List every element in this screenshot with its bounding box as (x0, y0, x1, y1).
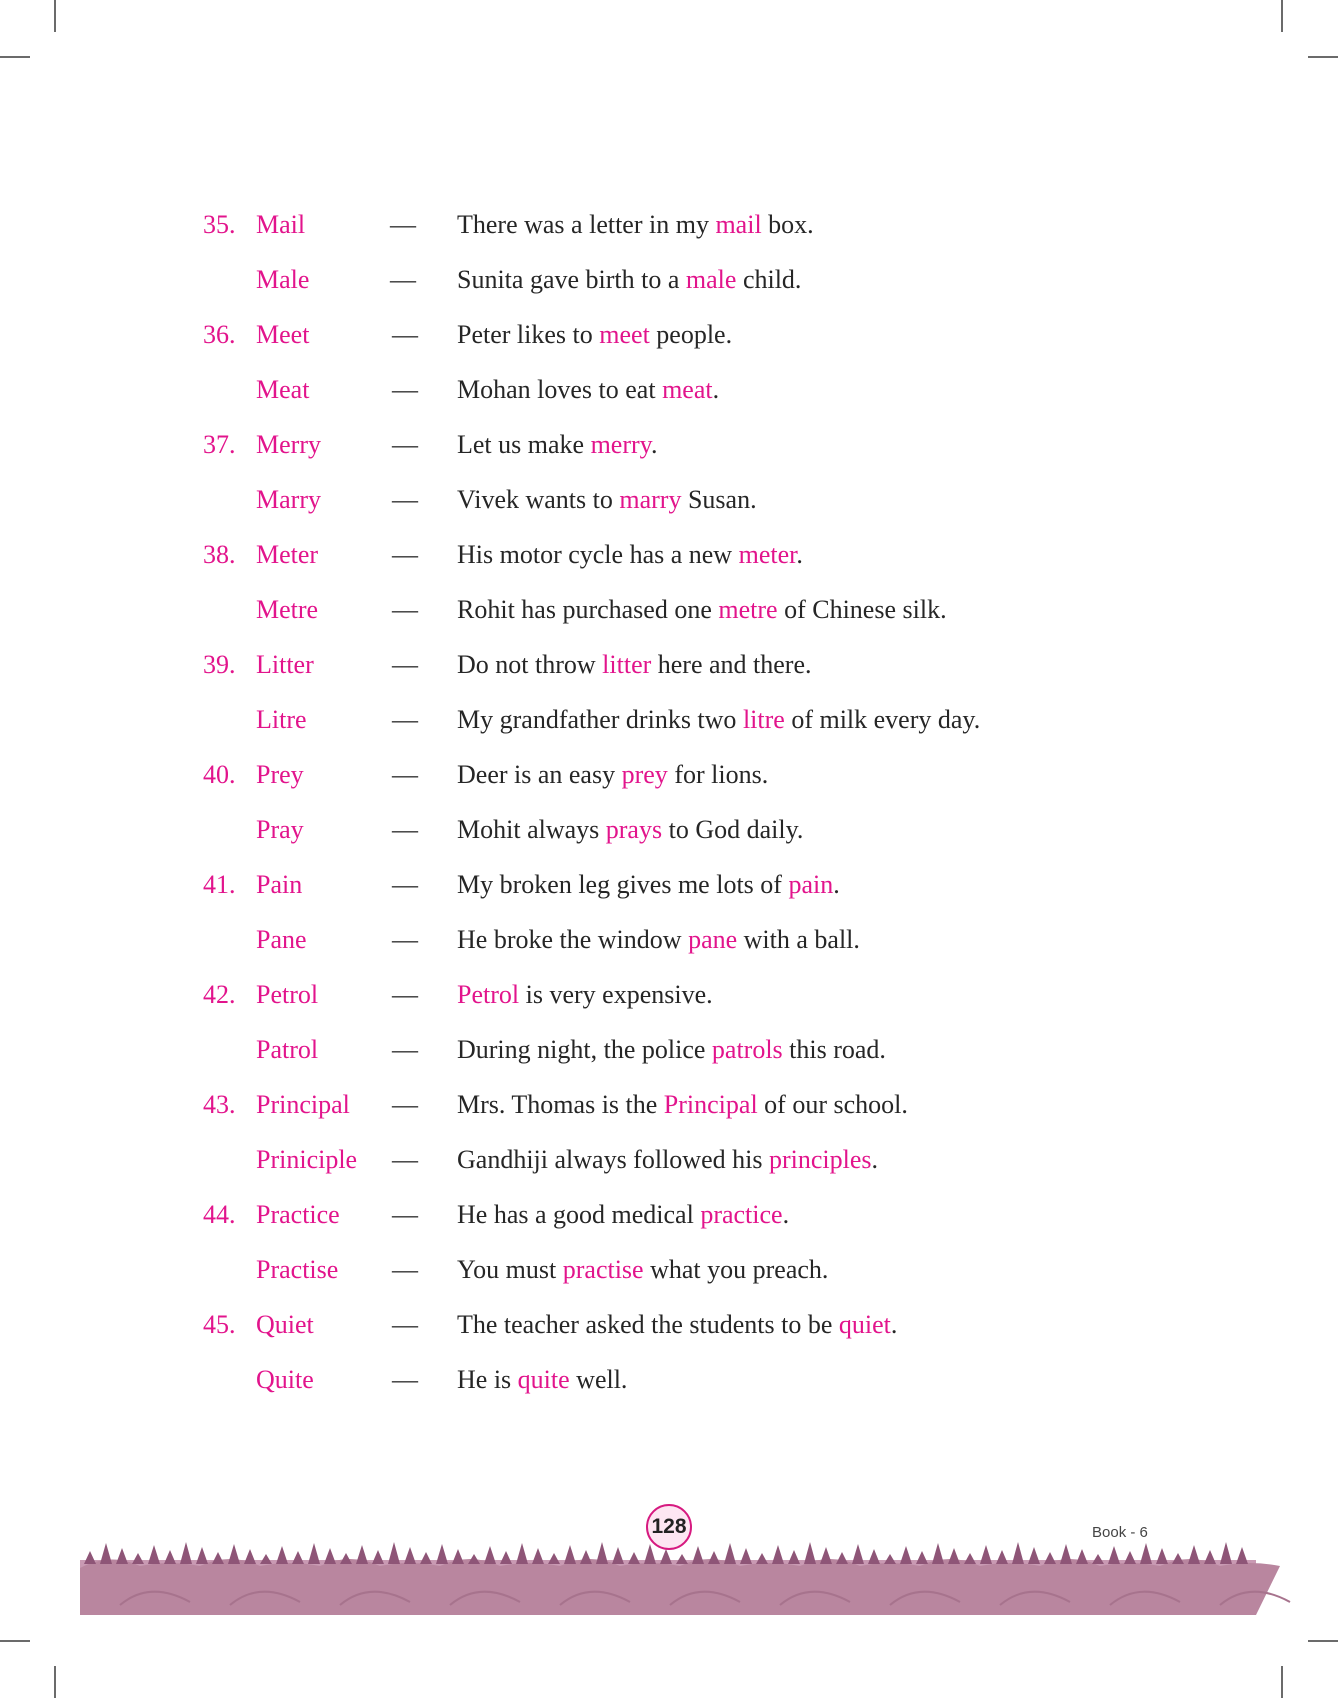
tree-icon (740, 1548, 752, 1564)
tree-icon (292, 1551, 304, 1564)
sentence-text: Mrs. Thomas is the (457, 1090, 664, 1119)
tree-icon (404, 1547, 416, 1564)
highlighted-word: principles (768, 1145, 872, 1174)
em-dash: — (390, 265, 416, 294)
tree-icon (980, 1545, 992, 1564)
tree-icon (884, 1554, 896, 1564)
homophone-word: Pray (256, 815, 304, 844)
sentence-text: . (796, 540, 803, 569)
list-item (0, 312, 1338, 367)
tree-icon (1204, 1550, 1216, 1564)
tree-icon (1140, 1543, 1152, 1564)
em-dash: — (392, 1090, 418, 1119)
list-item (0, 1192, 1338, 1247)
list-item (0, 202, 1338, 257)
homophone-word: Quite (256, 1365, 314, 1394)
sentence-text: Mohit always (457, 815, 606, 844)
sentence-text: with a ball. (737, 925, 860, 954)
em-dash: — (392, 980, 418, 1009)
tree-icon (340, 1553, 352, 1564)
homophone-word: Petrol (256, 980, 319, 1009)
list-item (0, 257, 1338, 312)
example-sentence (457, 322, 732, 348)
list-item (0, 532, 1338, 587)
highlighted-word: meet (599, 320, 650, 349)
highlighted-word: pain (788, 870, 834, 899)
homophone-word: Pain (256, 870, 303, 899)
example-sentence (457, 377, 719, 403)
tree-icon (1124, 1551, 1136, 1564)
tree-icon (196, 1547, 208, 1564)
sentence-text: Mohan loves to eat (457, 375, 663, 404)
page-number: 128 (646, 1504, 692, 1550)
sentence-text: people. (649, 320, 733, 349)
sentence-text: Gandhiji always followed his (457, 1145, 769, 1174)
em-dash: — (392, 815, 418, 844)
highlighted-word: Principal (663, 1090, 758, 1119)
em-dash: — (392, 1035, 418, 1064)
tree-icon (532, 1548, 544, 1564)
highlighted-word: quiet (838, 1310, 891, 1339)
highlighted-word: litre (742, 705, 785, 734)
tree-icon (948, 1548, 960, 1564)
tree-icon (916, 1551, 928, 1564)
list-item (0, 917, 1338, 972)
tree-icon (516, 1543, 528, 1564)
tree-icon (180, 1542, 192, 1564)
em-dash: — (392, 1310, 418, 1339)
crop-mark (54, 0, 56, 32)
em-dash: — (392, 1255, 418, 1284)
list-item (0, 1082, 1338, 1137)
sentence-text: . (833, 870, 840, 899)
homophone-word: Pane (256, 925, 307, 954)
highlighted-word: merry (590, 430, 651, 459)
tree-icon (1060, 1544, 1072, 1564)
sentence-text: to God daily. (662, 815, 804, 844)
tree-icon (436, 1544, 448, 1564)
sentence-text: The teacher asked the students to be (457, 1310, 839, 1339)
tree-icon (260, 1554, 272, 1564)
list-item (0, 1027, 1338, 1082)
crop-mark (0, 56, 30, 58)
sentence-text: of milk every day. (784, 705, 981, 734)
example-sentence (457, 1367, 627, 1393)
list-item (0, 752, 1338, 807)
example-sentence (457, 1257, 828, 1283)
highlighted-word: patrols (711, 1035, 783, 1064)
homophone-word: Litter (256, 650, 314, 679)
homophone-word: Quiet (256, 1310, 314, 1339)
tree-icon (324, 1548, 336, 1564)
homophone-word: Mail (256, 210, 306, 239)
highlighted-word: practise (562, 1255, 644, 1284)
hills (80, 1559, 1280, 1615)
sentence-text: There was a letter in my (457, 210, 716, 239)
sentence-text: Do not throw (457, 650, 603, 679)
example-sentence (457, 652, 812, 678)
em-dash: — (390, 210, 416, 239)
item-number: 35. (203, 210, 236, 239)
sentence-text: You must (457, 1255, 563, 1284)
sentence-text: He has a good medical (457, 1200, 701, 1229)
sentence-text: is very expensive. (519, 980, 713, 1009)
tree-icon (852, 1544, 864, 1564)
tree-icon (676, 1554, 688, 1564)
crop-mark (54, 1666, 56, 1698)
tree-icon (452, 1549, 464, 1564)
sentence-text: My grandfather drinks two (457, 705, 743, 734)
example-sentence (457, 1312, 897, 1338)
tree-icon (1172, 1553, 1184, 1564)
example-sentence (457, 762, 768, 788)
highlighted-word: mail (715, 210, 762, 239)
homophone-word: Practice (256, 1200, 340, 1229)
em-dash: — (392, 485, 418, 514)
tree-icon (1076, 1549, 1088, 1564)
sentence-text: what you preach. (643, 1255, 829, 1284)
sentence-text: During night, the police (457, 1035, 712, 1064)
item-number: 43. (203, 1090, 236, 1119)
sentence-text: He broke the window (457, 925, 689, 954)
tree-icon (244, 1549, 256, 1564)
highlighted-word: marry (619, 485, 682, 514)
tree-icon (356, 1545, 368, 1564)
item-number: 45. (203, 1310, 236, 1339)
example-sentence (457, 212, 814, 238)
em-dash: — (392, 1200, 418, 1229)
em-dash: — (392, 925, 418, 954)
homophone-word: Practise (256, 1255, 339, 1284)
tree-icon (564, 1545, 576, 1564)
list-item (0, 1357, 1338, 1412)
item-number: 41. (203, 870, 236, 899)
em-dash: — (392, 650, 418, 679)
homophone-word: Meter (256, 540, 319, 569)
sentence-text: . (712, 375, 720, 404)
highlighted-word: quite (517, 1365, 570, 1394)
crop-mark (1308, 56, 1338, 58)
example-sentence (457, 1147, 878, 1173)
tree-icon (788, 1550, 800, 1564)
sentence-text: Sunita gave birth to a (457, 265, 686, 294)
tree-icon (804, 1542, 816, 1564)
tree-icon (372, 1550, 384, 1564)
tree-icon (1156, 1548, 1168, 1564)
tree-icon (1108, 1546, 1120, 1564)
tree-icon (596, 1542, 608, 1564)
highlighted-word: prays (605, 815, 663, 844)
tree-icon (468, 1554, 480, 1564)
highlighted-word: male (685, 265, 737, 294)
homophone-word: Meat (256, 375, 310, 404)
tree-icon (228, 1544, 240, 1564)
list-item (0, 642, 1338, 697)
tree-icon (820, 1547, 832, 1564)
tree-icon (1028, 1547, 1040, 1564)
item-number: 38. (203, 540, 236, 569)
item-number: 36. (203, 320, 236, 349)
example-sentence (457, 432, 657, 458)
example-sentence (457, 982, 713, 1008)
tree-icon (212, 1552, 224, 1564)
list-item (0, 422, 1338, 477)
tree-icon (420, 1552, 432, 1564)
sentence-text: Susan. (681, 485, 757, 514)
tree-icon (708, 1551, 720, 1564)
tree-icon (772, 1545, 784, 1564)
homophone-word: Patrol (256, 1035, 319, 1064)
sentence-text: well. (569, 1365, 628, 1394)
item-number: 44. (203, 1200, 236, 1229)
sentence-text: . (782, 1200, 790, 1229)
tree-icon (1012, 1542, 1024, 1564)
tree-icon (900, 1546, 912, 1564)
item-number: 40. (203, 760, 236, 789)
tree-icon (100, 1543, 112, 1564)
tree-icon (932, 1543, 944, 1564)
example-sentence (457, 542, 803, 568)
sentence-text: Rohit has purchased one (457, 595, 719, 624)
sentence-text: for lions. (667, 760, 769, 789)
list-item (0, 862, 1338, 917)
tree-icon (308, 1543, 320, 1564)
em-dash: — (392, 375, 418, 404)
list-item (0, 697, 1338, 752)
sentence-text: box. (761, 210, 814, 239)
homophone-word: Prey (256, 760, 304, 789)
example-sentence (457, 707, 980, 733)
sentence-text: Let us make (457, 430, 591, 459)
tree-icon (612, 1547, 624, 1564)
crop-mark (0, 1640, 30, 1642)
sentence-text: of Chinese silk. (777, 595, 947, 624)
list-item (0, 807, 1338, 862)
highlighted-word: prey (621, 760, 668, 789)
tree-icon (756, 1553, 768, 1564)
crop-mark (1281, 0, 1283, 32)
sentence-text: My broken leg gives me lots of (457, 870, 789, 899)
list-item (0, 1247, 1338, 1302)
example-sentence (457, 487, 757, 513)
crop-mark (1281, 1666, 1283, 1698)
tree-icon (548, 1553, 560, 1564)
sentence-text: . (650, 430, 658, 459)
tree-icon (132, 1553, 144, 1564)
homophone-word: Meet (256, 320, 310, 349)
em-dash: — (392, 705, 418, 734)
highlighted-word: practice (700, 1200, 783, 1229)
tree-icon (388, 1542, 400, 1564)
tree-icon (868, 1549, 880, 1564)
highlighted-word: meat (662, 375, 713, 404)
sentence-text: here and there. (651, 650, 812, 679)
sentence-text: His motor cycle has a new (457, 540, 739, 569)
tree-icon (836, 1552, 848, 1564)
example-sentence (457, 597, 947, 623)
tree-icon (660, 1549, 672, 1564)
sentence-text: of our school. (757, 1090, 908, 1119)
sentence-text: . (890, 1310, 898, 1339)
homophone-word: Principal (256, 1090, 350, 1119)
em-dash: — (392, 320, 418, 349)
tree-icon (1188, 1545, 1200, 1564)
homophone-word: Merry (256, 430, 321, 459)
item-number: 42. (203, 980, 236, 1009)
tree-icon (964, 1553, 976, 1564)
example-sentence (457, 1092, 908, 1118)
tree-icon (692, 1546, 704, 1564)
tree-icon (996, 1550, 1008, 1564)
sentence-text: Vivek wants to (457, 485, 620, 514)
tree-icon (628, 1552, 640, 1564)
homophone-word: Litre (256, 705, 307, 734)
homophone-list (0, 202, 1338, 1412)
tree-icon (484, 1546, 496, 1564)
tree-icon (724, 1543, 736, 1564)
list-item (0, 367, 1338, 422)
example-sentence (457, 1037, 886, 1063)
em-dash: — (392, 1365, 418, 1394)
tree-icon (644, 1544, 656, 1564)
tree-icon (164, 1550, 176, 1564)
em-dash: — (392, 595, 418, 624)
tree-icon (1092, 1554, 1104, 1564)
highlighted-word: litter (602, 650, 652, 679)
highlighted-word: Petrol (457, 980, 520, 1009)
list-item (0, 587, 1338, 642)
highlighted-word: metre (718, 595, 778, 624)
tree-icon (148, 1545, 160, 1564)
em-dash: — (392, 430, 418, 459)
sentence-text: He is (457, 1365, 518, 1394)
list-item (0, 477, 1338, 532)
sentence-text: . (871, 1145, 878, 1174)
tree-icon (1236, 1547, 1248, 1564)
sentence-text: child. (736, 265, 802, 294)
homophone-word: Marry (256, 485, 321, 514)
item-number: 37. (203, 430, 236, 459)
highlighted-word: meter (738, 540, 797, 569)
highlighted-word: pane (688, 925, 738, 954)
example-sentence (457, 1202, 789, 1228)
tree-icon (500, 1551, 512, 1564)
example-sentence (457, 267, 801, 293)
tree-icon (116, 1548, 128, 1564)
tree-icon (276, 1546, 288, 1564)
crop-mark (1308, 1640, 1338, 1642)
item-number: 39. (203, 650, 236, 679)
list-item (0, 1302, 1338, 1357)
list-item (0, 972, 1338, 1027)
em-dash: — (392, 760, 418, 789)
tree-icon (1044, 1552, 1056, 1564)
homophone-word: Male (256, 265, 310, 294)
tree-icon (84, 1551, 96, 1564)
em-dash: — (392, 540, 418, 569)
em-dash: — (392, 870, 418, 899)
sentence-text: Deer is an easy (457, 760, 622, 789)
list-item (0, 1137, 1338, 1192)
example-sentence (457, 872, 840, 898)
tree-icon (580, 1550, 592, 1564)
book-label: Book - 6 (1092, 1524, 1148, 1541)
sentence-text: Peter likes to (457, 320, 600, 349)
em-dash: — (392, 1145, 418, 1174)
example-sentence (457, 927, 860, 953)
tree-icon (1220, 1542, 1232, 1564)
homophone-word: Metre (256, 595, 319, 624)
homophone-word: Priniciple (256, 1145, 358, 1174)
sentence-text: this road. (782, 1035, 886, 1064)
example-sentence (457, 817, 803, 843)
